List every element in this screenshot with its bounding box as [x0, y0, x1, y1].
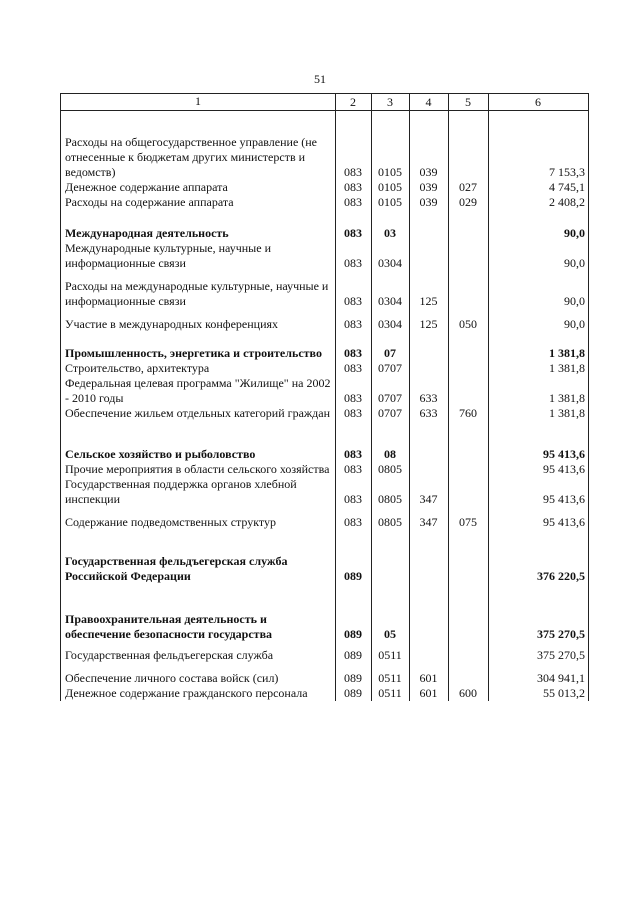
row-title: Строительство, архитектура: [65, 361, 210, 375]
row-title: Денежное содержание аппарата: [65, 180, 228, 194]
row-title: Содержание подведомственных структур: [65, 515, 277, 529]
amount-cell: 304 941,1: [537, 671, 585, 685]
table-row: [61, 376, 588, 406]
code-cell: 083: [344, 515, 362, 529]
row-title: Международная деятельность: [65, 226, 229, 240]
code-cell: 083: [344, 294, 362, 308]
code-cell: 601: [419, 686, 438, 700]
code-cell: 03: [384, 226, 396, 240]
code-cell: 0304: [378, 256, 402, 270]
code-cell: 089: [344, 627, 362, 641]
code-cell: 0304: [378, 317, 402, 331]
table-row: [61, 554, 588, 584]
code-cell: 760: [459, 406, 477, 420]
code-cell: 0707: [378, 406, 402, 420]
amount-cell: 1 381,8: [549, 361, 585, 375]
amount-cell: 1 381,8: [549, 346, 585, 360]
table-row: [61, 279, 588, 309]
code-cell: 0805: [378, 492, 402, 506]
table-row: [61, 195, 588, 210]
code-cell: 083: [344, 256, 362, 270]
row-title: Федеральная целевая программа "Жилище" на 2002 - 2010 годы: [65, 376, 331, 405]
code-cell: 08: [384, 447, 396, 461]
table-row: [61, 361, 588, 376]
code-cell: 347: [419, 492, 438, 506]
code-cell: 075: [459, 515, 477, 529]
code-cell: 633: [419, 406, 438, 420]
code-cell: 089: [344, 648, 362, 662]
code-cell: 083: [344, 462, 362, 476]
code-cell: 0707: [378, 391, 402, 405]
amount-cell: 95 413,6: [543, 515, 585, 529]
amount-cell: 7 153,3: [549, 165, 585, 179]
table-row: [61, 406, 588, 421]
table-row: [61, 462, 588, 477]
code-cell: 083: [344, 226, 362, 240]
code-cell: 089: [344, 686, 362, 700]
table-row: [61, 135, 588, 180]
code-cell: 0105: [378, 180, 402, 194]
table-row: [61, 180, 588, 195]
amount-cell: 95 413,6: [543, 447, 585, 461]
row-title: Государственная фельдъегерская служба Российской Федерации: [65, 554, 288, 583]
table-row: [61, 346, 588, 361]
code-cell: 0805: [378, 462, 402, 476]
header-cell: 6: [535, 95, 541, 109]
row-title: Участие в международных конференциях: [65, 317, 279, 331]
code-cell: 050: [459, 317, 477, 331]
row-title: Сельское хозяйство и рыболовство: [65, 447, 256, 461]
amount-cell: 90,0: [564, 226, 585, 240]
row-title: Государственная фельдъегерская служба: [65, 648, 274, 662]
code-cell: 083: [344, 317, 362, 331]
code-cell: 0511: [378, 648, 402, 662]
amount-cell: 375 270,5: [537, 648, 585, 662]
code-cell: 083: [344, 391, 362, 405]
code-cell: 083: [344, 195, 362, 209]
code-cell: 601: [419, 671, 438, 685]
code-cell: 633: [419, 391, 438, 405]
amount-cell: 90,0: [564, 317, 585, 331]
table-row: [61, 686, 588, 701]
code-cell: 125: [419, 294, 438, 308]
budget-table: [60, 93, 589, 701]
row-title: Обеспечение жильем отдельных категорий граждан: [65, 406, 331, 420]
code-cell: 07: [384, 346, 396, 360]
amount-cell: 4 745,1: [549, 180, 585, 194]
code-cell: 083: [344, 346, 362, 360]
code-cell: 027: [459, 180, 477, 194]
header-cell: 4: [425, 95, 432, 109]
header-cell: 5: [465, 95, 471, 109]
table-row: [61, 612, 588, 642]
table-row: [61, 447, 588, 462]
row-title: Правоохранительная деятельность и обеспечение безопасности государства: [65, 612, 273, 641]
row-title: Расходы на содержание аппарата: [65, 195, 234, 209]
code-cell: 089: [344, 569, 362, 583]
header-cell: 1: [195, 94, 201, 108]
row-title: Расходы на общегосударственное управление (не отнесенные к бюджетам других министерств и ведомств): [65, 135, 318, 179]
code-cell: 0511: [378, 671, 402, 685]
amount-cell: 2 408,2: [549, 195, 585, 209]
code-cell: 0707: [378, 361, 402, 375]
amount-cell: 95 413,6: [543, 492, 585, 506]
table-row: [61, 671, 588, 686]
code-cell: 083: [344, 492, 362, 506]
amount-cell: 90,0: [564, 256, 585, 270]
table-row: [61, 317, 588, 332]
table-row: [61, 648, 588, 663]
amount-cell: 1 381,8: [549, 406, 585, 420]
code-cell: 083: [344, 447, 362, 461]
row-title: Расходы на международные культурные, научные и информационные связи: [65, 279, 329, 308]
code-cell: 0511: [378, 686, 402, 700]
amount-cell: 55 013,2: [543, 686, 585, 700]
header-cell: 2: [350, 95, 356, 109]
code-cell: 083: [344, 180, 362, 194]
code-cell: 0805: [378, 515, 402, 529]
code-cell: 083: [344, 406, 362, 420]
code-cell: 0105: [378, 165, 402, 179]
amount-cell: 95 413,6: [543, 462, 585, 476]
row-title: Государственная поддержка органов хлебной инспекции: [65, 477, 297, 506]
amount-cell: 375 270,5: [537, 627, 585, 641]
table-header: [61, 93, 588, 111]
code-cell: 039: [419, 180, 438, 194]
row-title: Прочие мероприятия в области сельского хозяйства: [65, 462, 330, 476]
page-number: 51: [314, 72, 326, 86]
code-cell: 083: [344, 361, 362, 375]
code-cell: 089: [344, 671, 362, 685]
row-title: Международные культурные, научные и информационные связи: [65, 241, 271, 270]
header-cell: 3: [387, 95, 393, 109]
table-row: [61, 477, 588, 507]
table-row: [61, 515, 588, 530]
code-cell: 039: [419, 195, 438, 209]
row-title: Денежное содержание гражданского персонала: [65, 686, 308, 700]
code-cell: 083: [344, 165, 362, 179]
code-cell: 029: [459, 195, 477, 209]
amount-cell: 90,0: [564, 294, 585, 308]
code-cell: 0304: [378, 294, 402, 308]
row-title: Промышленность, энергетика и строительство: [65, 346, 322, 360]
amount-cell: 1 381,8: [549, 391, 585, 405]
row-title: Обеспечение личного состава войск (сил): [65, 671, 279, 685]
code-cell: 0105: [378, 195, 402, 209]
code-cell: 600: [459, 686, 477, 700]
code-cell: 125: [419, 317, 438, 331]
code-cell: 347: [419, 515, 438, 529]
amount-cell: 376 220,5: [537, 569, 585, 583]
table-row: [61, 241, 588, 271]
code-cell: 05: [384, 627, 396, 641]
code-cell: 039: [419, 165, 438, 179]
table-row: [61, 226, 588, 241]
